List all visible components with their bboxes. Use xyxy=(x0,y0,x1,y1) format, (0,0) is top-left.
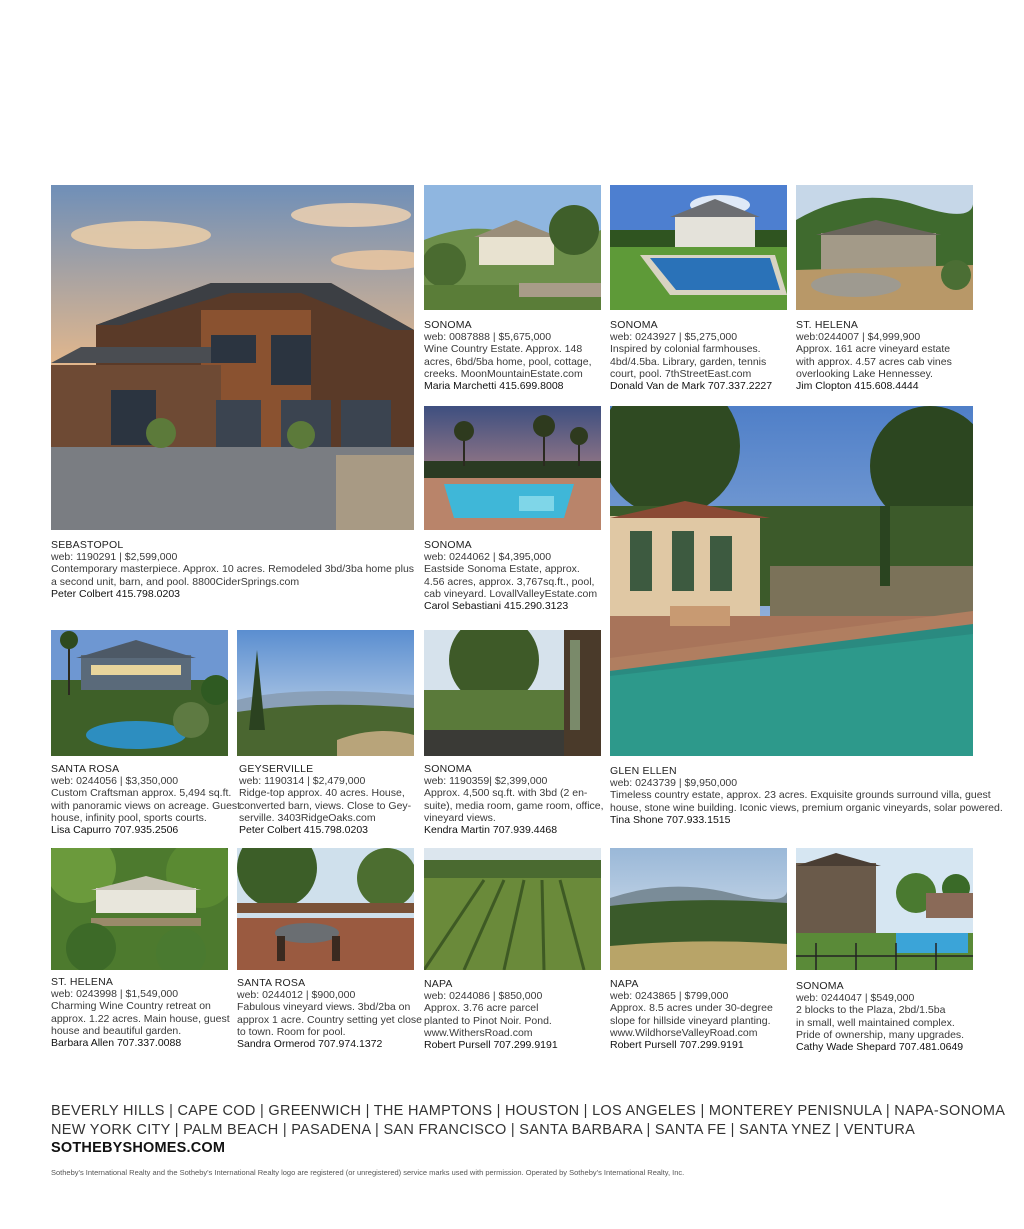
listing-location: SANTA ROSA xyxy=(51,763,120,775)
listing-desc-line: Custom Craftsman approx. 5,494 sq.ft. xyxy=(51,787,232,800)
sonoma-estate-photo xyxy=(424,185,601,310)
listing-desc-line: Ridge-top approx. 40 acres. House, xyxy=(239,787,405,800)
office-locations xyxy=(51,1102,1005,1140)
listing-geyserville xyxy=(239,763,411,836)
listing-desc-line: overlooking Lake Hennessey. xyxy=(796,367,933,380)
listing-location: SONOMA xyxy=(424,763,472,775)
listing-desc-line: house, infinity pool, sports courts. xyxy=(51,811,207,824)
listing-desc-line: 2 blocks to the Plaza, 2bd/1.5ba xyxy=(796,1004,946,1017)
listing-desc-line: in small, well maintained complex. xyxy=(796,1016,955,1029)
listing-agent: Donald Van de Mark 707.337.2227 xyxy=(610,380,773,393)
listing-desc-line: Inspired by colonial farmhouses. xyxy=(610,343,761,356)
listing-desc-line: 4.56 acres, approx. 3,767sq.ft., pool, xyxy=(424,575,595,588)
website-link[interactable]: SOTHEBYSHOMES.COM xyxy=(51,1140,226,1156)
listing-agent: Lisa Capurro 707.935.2506 xyxy=(51,824,179,837)
listing-desc-line: approx 1 acre. Country setting yet close xyxy=(237,1013,423,1026)
listing-desc-line: Contemporary masterpiece. Approx. 10 acres. Remodeled 3bd/3ba home plus xyxy=(51,563,415,576)
listing-web-price: web: 0243865 | $799,000 xyxy=(610,990,729,1003)
listing-web-price: web: 0243739 | $9,950,000 xyxy=(610,777,738,790)
listing-sonoma-moon-mountain xyxy=(424,319,592,392)
listing-desc-line: suite), media room, game room, office, xyxy=(424,799,604,812)
listing-desc-line: Approx. 161 acre vineyard estate xyxy=(796,343,951,356)
listing-agent: Kendra Martin 707.939.4468 xyxy=(424,824,558,837)
listing-desc-line: Fabulous vineyard views. 3bd/2ba on xyxy=(237,1001,411,1014)
listing-location: ST. HELENA xyxy=(796,319,859,331)
listing-agent: Cathy Wade Shepard 707.481.0649 xyxy=(796,1041,964,1054)
st-helena-garden-photo xyxy=(51,848,228,970)
listing-glen-ellen xyxy=(610,765,1003,826)
listing-location: SEBASTOPOL xyxy=(51,539,124,551)
listing-web-price: web: 1190359| $2,399,000 xyxy=(424,775,548,788)
listing-desc-line: serville. 3403RidgeOaks.com xyxy=(239,811,376,824)
listing-napa-wildhorse-valley xyxy=(610,978,773,1051)
listing-location: SONOMA xyxy=(796,980,844,992)
listing-desc-line: Approx. 8.5 acres under 30-degree xyxy=(610,1002,773,1015)
listing-agent: Sandra Ormerod 707.974.1372 xyxy=(237,1038,383,1051)
listing-desc-line: with panoramic views on acreage. Guest xyxy=(51,799,241,812)
sonoma-vineyard-view-photo xyxy=(424,630,601,756)
listing-agent: Peter Colbert 415.798.0203 xyxy=(239,824,369,837)
listing-web-price: web: 0244086 | $850,000 xyxy=(424,990,543,1003)
listing-desc-line: www.WildhorseValleyRoad.com xyxy=(610,1026,758,1039)
listing-desc-line: Pride of ownership, many upgrades. xyxy=(796,1028,965,1041)
listing-agent: Peter Colbert 415.798.0203 xyxy=(51,587,181,600)
listing-agent: Maria Marchetti 415.699.8008 xyxy=(424,380,564,393)
listing-web-price: web: 1190314 | $2,479,000 xyxy=(239,775,366,788)
listing-st-helena-retreat xyxy=(51,976,230,1049)
listing-desc-line: converted barn, views. Close to Gey- xyxy=(239,799,412,812)
listing-desc-line: a second unit, barn, and pool. 8800CiderSprings.com xyxy=(51,575,300,588)
listing-desc-line: vineyard views. xyxy=(424,811,496,824)
listing-web-price: web: 0244047 | $549,000 xyxy=(796,992,915,1005)
listing-location: GEYSERVILLE xyxy=(239,763,314,775)
listing-web-price: web: 0243998 | $1,549,000 xyxy=(51,988,179,1001)
listing-location: SONOMA xyxy=(424,319,472,331)
listing-desc-line: www.WithersRoad.com xyxy=(424,1026,533,1039)
listing-desc-line: to town. Room for pool. xyxy=(237,1025,346,1038)
napa-pinot-vineyard-photo xyxy=(424,848,601,970)
listing-desc-line: slope for hillside vineyard planting. xyxy=(610,1014,771,1027)
legal-disclaimer: Sotheby's International Realty and the Sotheby's International Realty logo are registered (or unregistered) service marks used with permission. Operated by Sotheby's International Realty, Inc. xyxy=(51,1168,685,1177)
st-helena-estate-photo xyxy=(796,185,973,310)
santa-rosa-deck-photo xyxy=(237,848,414,970)
listing-location: ST. HELENA xyxy=(51,976,114,988)
listing-desc-line: acres, 6bd/5ba home, pool, cottage, xyxy=(424,355,592,368)
listing-location: SANTA ROSA xyxy=(237,977,306,989)
listing-desc-line: 4bd/4.5ba. Library, garden, tennis xyxy=(610,355,767,368)
listing-napa-withers-road xyxy=(424,978,558,1051)
listing-agent: Carol Sebastiani 415.290.3123 xyxy=(424,600,569,613)
listing-location: GLEN ELLEN xyxy=(610,765,677,777)
listing-agent: Jim Clopton 415.608.4444 xyxy=(796,380,919,393)
listing-web-price: web: 0244012 | $900,000 xyxy=(237,989,356,1002)
sonoma-pool-dusk-photo xyxy=(424,406,601,530)
listing-web-price: web:0244007 | $4,999,900 xyxy=(796,331,921,344)
office-locations-line: BEVERLY HILLS | CAPE COD | GREENWICH | THE HAMPTONS | HOUSTON | LOS ANGELES | MONTEREY PENISNULA | NAPA-SONOMA xyxy=(51,1103,1006,1119)
listing-agent: Tina Shone 707.933.1515 xyxy=(610,813,731,826)
listing-desc-line: planted to Pinot Noir. Pond. xyxy=(424,1014,552,1027)
listing-st-helena-hennessey xyxy=(796,319,952,392)
listing-location: SONOMA xyxy=(610,319,658,331)
listing-web-price: web: 0243927 | $5,275,000 xyxy=(610,331,738,344)
geyserville-ridge-view-photo xyxy=(237,630,414,756)
listing-desc-line: Approx. 3.76 acre parcel xyxy=(424,1002,539,1015)
listing-web-price: web: 1190291 | $2,599,000 xyxy=(51,551,178,564)
listing-sonoma-plaza xyxy=(796,980,964,1053)
listing-desc-line: creeks. MoonMountainEstate.com xyxy=(424,367,583,380)
listing-location: NAPA xyxy=(424,978,453,990)
listing-web-price: web: 0087888 | $5,675,000 xyxy=(424,331,552,344)
sebastopol-house-photo xyxy=(51,185,414,530)
listing-desc-line: house and beautiful garden. xyxy=(51,1024,182,1037)
listing-sonoma-media-room xyxy=(424,763,604,836)
listing-agent: Robert Pursell 707.299.9191 xyxy=(610,1039,744,1052)
listing-santa-rosa-vineyard-views xyxy=(237,977,422,1050)
listing-sonoma-7th-street xyxy=(610,319,772,392)
napa-hillside-photo xyxy=(610,848,787,970)
listing-web-price: web: 0244056 | $3,350,000 xyxy=(51,775,179,788)
sonoma-condo-pool-photo xyxy=(796,848,973,970)
listing-sebastopol xyxy=(51,539,414,600)
listing-desc-line: Eastside Sonoma Estate, approx. xyxy=(424,563,580,576)
listing-sonoma-lovall-valley xyxy=(424,539,597,612)
listing-web-price: web: 0244062 | $4,395,000 xyxy=(424,551,552,564)
listing-desc-line: approx. 1.22 acres. Main house, guest xyxy=(51,1012,230,1025)
listing-santa-rosa-craftsman xyxy=(51,763,240,836)
listing-desc-line: Wine Country Estate. Approx. 148 xyxy=(424,343,583,356)
listing-desc-line: Timeless country estate, approx. 23 acres. Exquisite grounds surround villa, guest xyxy=(610,789,991,802)
listing-agent: Barbara Allen 707.337.0088 xyxy=(51,1037,182,1050)
listing-desc-line: court, pool. 7thStreetEast.com xyxy=(610,367,752,380)
listing-desc-line: house, stone wine building. Iconic views, premium organic vineyards, solar powered. xyxy=(610,801,1003,814)
listing-desc-line: with approx. 4.57 acres cab vines xyxy=(796,355,952,368)
sonoma-farmhouse-pool-photo xyxy=(610,185,787,310)
listing-agent: Robert Pursell 707.299.9191 xyxy=(424,1039,558,1052)
listing-desc-line: cab vineyard. LovallValleyEstate.com xyxy=(424,587,598,600)
glen-ellen-estate-photo xyxy=(610,406,973,756)
santa-rosa-craftsman-photo xyxy=(51,630,228,756)
listing-location: SONOMA xyxy=(424,539,472,551)
listing-desc-line: Charming Wine Country retreat on xyxy=(51,1000,211,1013)
office-locations-line: NEW YORK CITY | PALM BEACH | PASADENA | SAN FRANCISCO | SANTA BARBARA | SANTA FE | SANTA YNEZ | VENTURA xyxy=(51,1122,916,1138)
listing-desc-line: Approx. 4,500 sq.ft. with 3bd (2 en- xyxy=(424,787,588,800)
listing-location: NAPA xyxy=(610,978,639,990)
